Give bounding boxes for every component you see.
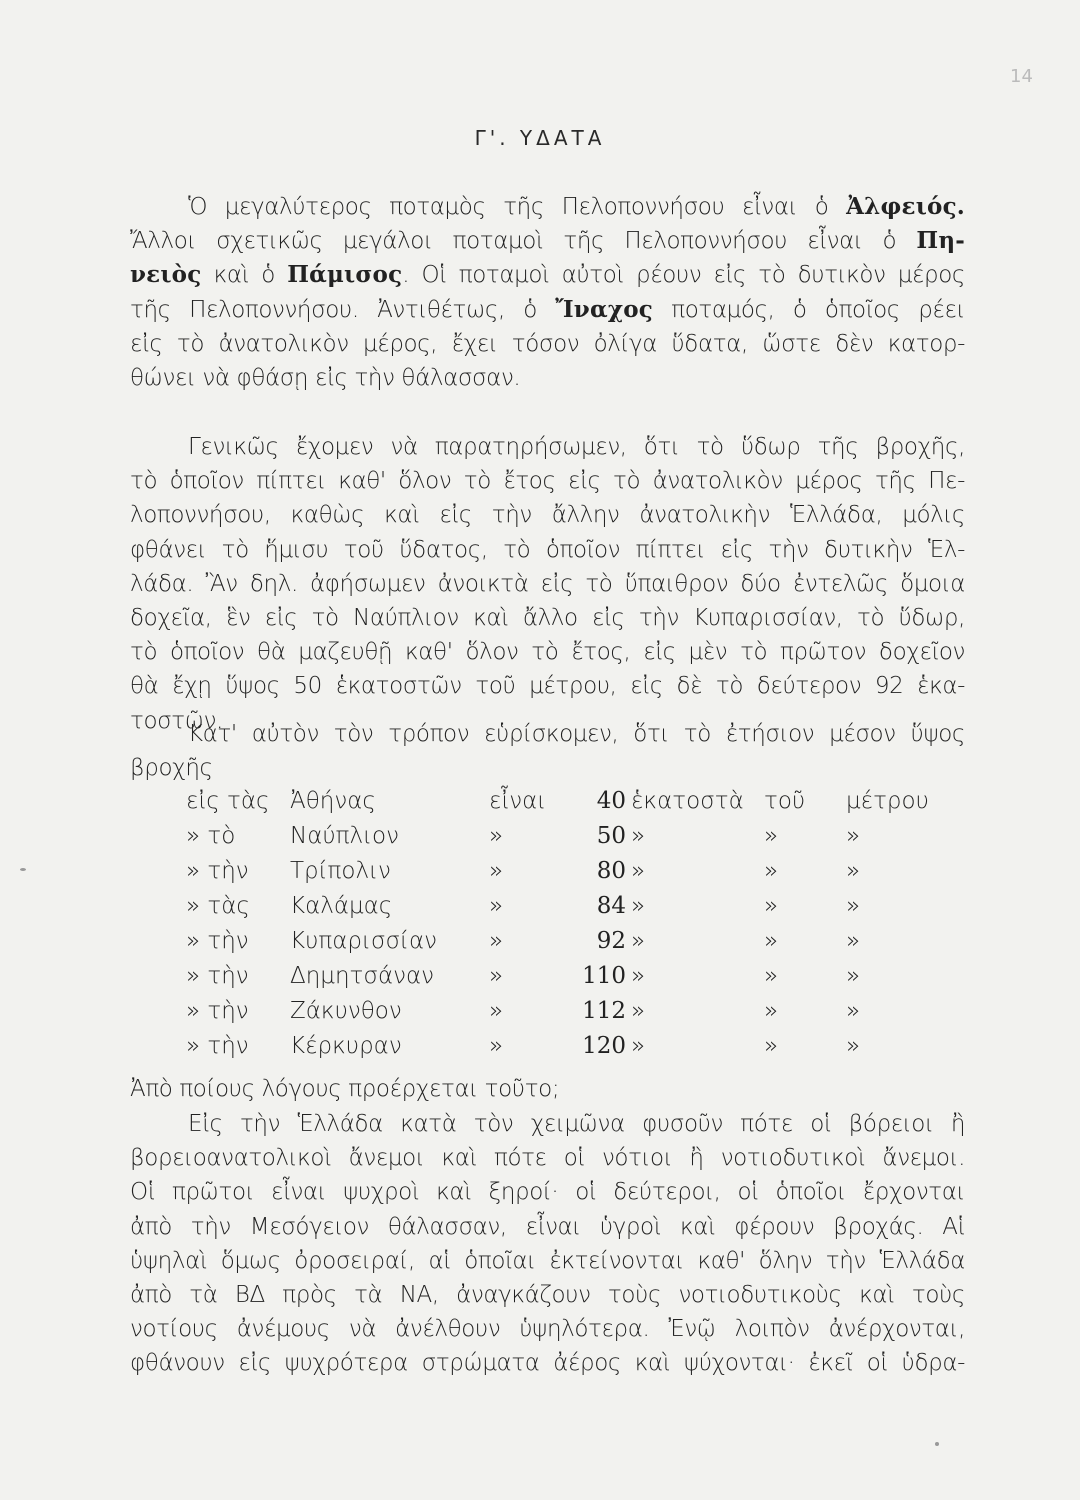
text-line: θὰ ἔχῃ ὕψος 50 ἑκατοστῶν τοῦ μέτρου, εἰς δὲ τὸ δεύτερον 92 ἑκα- (130, 673, 965, 700)
table-cell: 84 (596, 893, 626, 919)
table-cell: » (631, 963, 646, 989)
table-cell: » (764, 823, 779, 849)
table-cell: » (489, 1033, 504, 1059)
table-cell: » (631, 893, 646, 919)
table-cell: τοῦ (764, 788, 806, 814)
table-cell: Κέρκυραν (290, 1033, 402, 1059)
table-cell: » (764, 858, 779, 884)
table-row (186, 1033, 946, 1068)
table-cell: 120 (582, 1033, 626, 1059)
table-cell: » (631, 1033, 646, 1059)
text-line: τὸ ὁποῖον θὰ μαζευθῇ καθ' ὅλον τὸ ἔτος, εἰς μὲν τὸ πρῶτον δοχεῖον (130, 639, 965, 666)
table-cell: » (764, 893, 779, 919)
text-line: φθάνουν εἰς ψυχρότερα στρώματα ἀέρος καὶ ψύχονται· ἐκεῖ οἱ ὑδρα- (130, 1350, 965, 1377)
text-line: θώνει νὰ φθάσῃ εἰς τὴν θάλασσαν. (130, 364, 521, 391)
table-cell: Τρίπολιν (290, 858, 391, 884)
text-line: Ὁ μεγαλύτερος ποταμὸς τῆς Πελοποννήσου εἶναι ὁ Ἀλφειός. (188, 193, 965, 220)
paragraph-rainfall (130, 430, 965, 738)
text-line: τὸ ὁποῖον πίπτει καθ' ὅλον τὸ ἔτος εἰς τὸ ἀνατολικὸν μέρος τῆς Πε- (130, 468, 965, 495)
table-cell: » (631, 928, 646, 954)
text-line: εἰς τὸ ἀνατολικὸν μέρος, ἔχει τόσον ὀλίγα ὕδατα, ὥστε δὲν κατορ- (130, 330, 965, 357)
table-cell: 50 (596, 823, 626, 849)
table-cell: 40 (596, 788, 626, 814)
text-line: ἀπὸ τὰ ΒΔ πρὸς τὰ ΝΑ, ἀναγκάζουν τοὺς νοτιοδυτικοὺς καὶ τοὺς (130, 1281, 965, 1308)
paragraph-question (130, 1072, 965, 1106)
table-row (186, 858, 946, 893)
table-cell: » τὴν (186, 1033, 249, 1059)
text-line: Εἰς τὴν Ἑλλάδα κατὰ τὸν χειμῶνα φυσοῦν πότε οἱ βόρειοι ἢ (188, 1111, 965, 1137)
scan-speck (20, 868, 26, 871)
text-line: ὑψηλαὶ ὅμως ὀροσειραί, αἱ ὁποῖαι ἐκτείνονται καθ' ὅλην τὴν Ἑλλάδα (130, 1247, 965, 1274)
table-row (186, 998, 946, 1033)
table-cell: » τὴν (186, 963, 249, 989)
table-cell: » (846, 858, 861, 884)
table-cell: » (489, 963, 504, 989)
table-cell: » τὰς (186, 893, 250, 919)
table-cell: Ζάκυνθον (290, 998, 402, 1024)
text-line: ἀπὸ τὴν Μεσόγειον θάλασσαν, εἶναι ὑγροὶ καὶ φέρουν βροχάς. Αἱ (130, 1213, 965, 1240)
table-cell: » (489, 928, 504, 954)
text-line: βροχῆς (130, 755, 213, 782)
table-cell: » τὸ (186, 823, 236, 849)
text-line: φθάνει τὸ ἥμισυ τοῦ ὕδατος, τὸ ὁποῖον πίπτει εἰς τὴν δυτικὴν Ἑλ- (130, 536, 965, 563)
table-cell: » (631, 858, 646, 884)
table-cell: » (846, 928, 861, 954)
text-line: νειὸς καὶ ὁ Πάμισος. Οἱ ποταμοὶ αὐτοὶ ρέουν εἰς τὸ δυτικὸν μέρος (130, 261, 965, 289)
scan-speck (935, 1442, 939, 1446)
text-line: Ἀπὸ ποίους λόγους προέρχεται τοῦτο; (130, 1076, 560, 1102)
table-row (186, 963, 946, 998)
paragraph-winds (130, 1107, 965, 1381)
text-line: λάδα. Ἂν δηλ. ἀφήσωμεν ἀνοικτὰ εἰς τὸ ὕπαιθρον δύο ἐντελῶς ὅμοια (130, 570, 965, 597)
table-cell: » (846, 963, 861, 989)
table-cell: » (846, 823, 861, 849)
table-cell: » (631, 998, 646, 1024)
table-cell: » τὴν (186, 928, 249, 954)
river-name: Ἴναχος (555, 295, 653, 323)
table-cell: » (764, 928, 779, 954)
table-cell: εἶναι (489, 788, 547, 814)
table-cell: » (846, 1033, 861, 1059)
table-cell: εἰς τὰς (186, 788, 270, 814)
section-title: Γ'. ΥΔΑΤΑ (474, 126, 606, 150)
table-cell: 80 (596, 858, 626, 884)
table-cell: » (846, 998, 861, 1024)
table-cell: » τὴν (186, 998, 249, 1024)
text-line: Γενικῶς ἔχομεν νὰ παρατηρήσωμεν, ὅτι τὸ ὕδωρ τῆς βροχῆς, (188, 434, 965, 460)
table-cell: » (489, 823, 504, 849)
table-cell: 110 (582, 963, 626, 989)
table-cell: » (846, 893, 861, 919)
rainfall-table (186, 788, 946, 1068)
table-cell: Ναύπλιον (290, 823, 399, 849)
river-name: Ἀλφειός. (846, 193, 965, 220)
page-number: 14 (1010, 66, 1033, 87)
river-name: Πη- (916, 227, 965, 255)
table-cell: » (764, 1033, 779, 1059)
table-row (186, 928, 946, 963)
table-cell: μέτρου (846, 788, 929, 814)
table-cell: Κυπαρισσίαν (290, 928, 437, 954)
text-line: βορειοανατολικοὶ ἄνεμοι καὶ πότε οἱ νότιοι ἢ νοτιοδυτικοὶ ἄνεμοι. (130, 1145, 965, 1172)
table-cell: » (764, 998, 779, 1024)
table-cell: » (489, 858, 504, 884)
river-name: νειὸς (130, 261, 202, 289)
table-cell: » (489, 893, 504, 919)
table-cell: ἑκατοστὰ (631, 788, 744, 814)
table-row (186, 788, 946, 823)
table-row (186, 893, 946, 928)
text-line: τῆς Πελοποννήσου. Ἀντιθέτως, ὁ Ἴναχος ποταμός, ὁ ὁποῖος ρέει (130, 295, 965, 323)
text-line: Οἱ πρῶτοι εἶναι ψυχροὶ καὶ ξηροί· οἱ δεύτεροι, οἱ ὁποῖοι ἔρχονται (130, 1179, 965, 1206)
table-cell: » (764, 963, 779, 989)
table-cell: » τὴν (186, 858, 249, 884)
text-line: λοποννήσου, καθὼς καὶ εἰς τὴν ἄλλην ἀνατολικὴν Ἑλλάδα, μόλις (130, 502, 965, 529)
text-line: Ἄλλοι σχετικῶς μεγάλοι ποταμοὶ τῆς Πελοποννήσου εἶναι ὁ Πη- (130, 227, 965, 255)
text-line: νοτίους ἀνέμους νὰ ἀνέλθουν ὑψηλότερα. Ἐνῷ λοιπὸν ἀνέρχονται, (130, 1316, 965, 1343)
text-line: τοστῶν. (130, 707, 223, 734)
table-cell: Ἀθήνας (290, 788, 376, 814)
table-row (186, 823, 946, 858)
river-name: Πάμισος (287, 261, 403, 289)
table-cell: » (489, 998, 504, 1024)
table-cell: 92 (596, 928, 626, 954)
text-line: Κατ' αὐτὸν τὸν τρόπον εὑρίσκομεν, ὅτι τὸ ἐτήσιον μέσον ὕψος (188, 721, 965, 747)
table-cell: Καλάμας (290, 893, 393, 919)
table-cell: Δημητσάναν (290, 963, 434, 989)
table-cell: » (631, 823, 646, 849)
paragraph-table-intro (130, 717, 965, 785)
text-line: δοχεῖα, ἓν εἰς τὸ Ναύπλιον καὶ ἄλλο εἰς τὴν Κυπαρισσίαν, τὸ ὕδωρ, (130, 604, 965, 631)
table-cell: 112 (582, 998, 626, 1024)
paragraph-rivers (130, 190, 965, 395)
